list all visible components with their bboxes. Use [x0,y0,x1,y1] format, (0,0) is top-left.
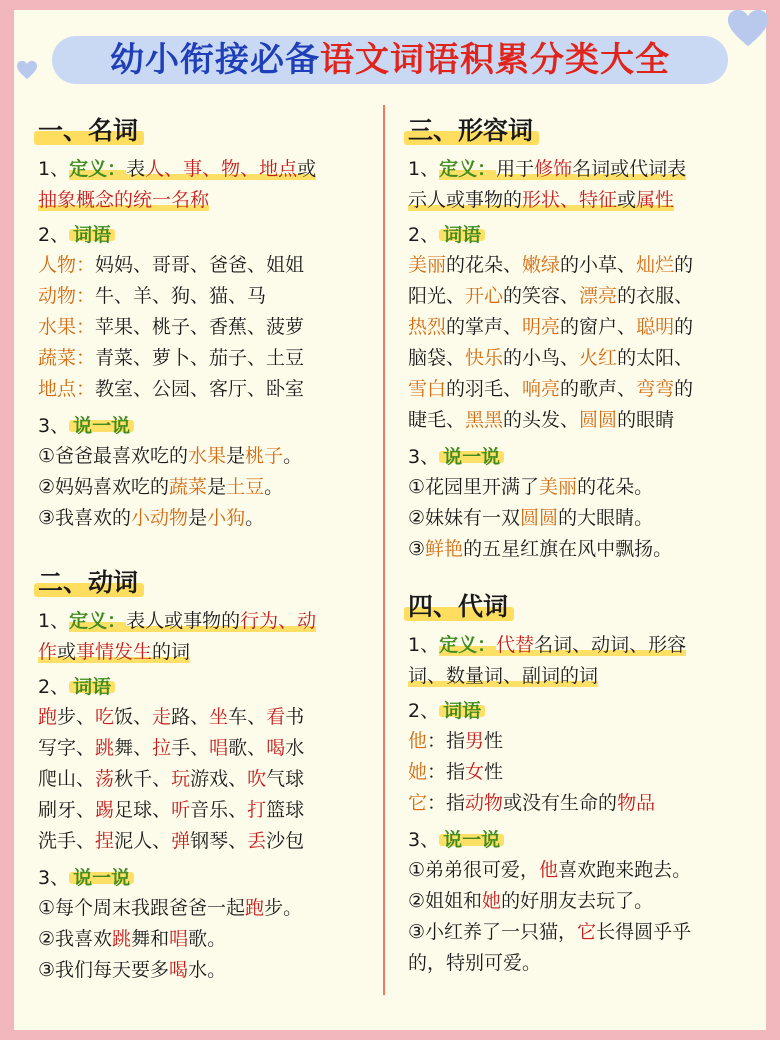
subheading-say: 3、 说一说 [408,825,504,855]
example-sentence: ③我们每天要多喝水。 [38,959,227,981]
page-title [0,36,780,84]
subheading-say: 3、 说一说 [38,863,134,893]
list-item: 水果：苹果、桃子、香蕉、菠萝 [38,316,305,338]
definition-line-2: 示人或事物的形状、特征或属性 [408,189,675,211]
list-item: 写字、跳舞、拉手、唱歌、喝水 [38,737,305,759]
list-item: 脑袋、快乐的小鸟、火红的太阳、 [408,347,694,369]
example-sentence: ③我喜欢的小动物是小狗。 [38,507,265,529]
definition-line-1: 1、定义：代替名词、动词、形容 [408,634,687,656]
example-sentence: 的，特别可爱。 [408,952,542,974]
list-item: 他：指男性 [408,730,504,752]
list-item: 阳光、开心的笑容、漂亮的衣服、 [408,285,694,307]
list-item: 她：指女性 [408,761,504,783]
definition-line-2: 抽象概念的统一名称 [38,189,210,211]
adjective-word-list [402,250,762,436]
list-item: 跑步、吃饭、走路、坐车、看书 [38,706,305,728]
section-verb [32,566,382,986]
section-heading: 二、动词 [38,566,138,600]
subheading-words: 2、 词语 [408,696,485,726]
definition-line-1: 1、定义：表人、事、物、地点或 [38,158,317,180]
verb-word-list [32,702,382,857]
section-pronoun [402,590,762,979]
subheading-say: 3、 说一说 [38,411,134,441]
right-column [402,114,762,994]
subheading-words: 2、 词语 [408,220,485,250]
list-item: 人物：妈妈、哥哥、爸爸、姐姐 [38,254,305,276]
left-column [32,114,382,994]
list-item: 刷牙、踢足球、听音乐、打篮球 [38,799,305,821]
subheading-say: 3、 说一说 [408,442,504,472]
list-item: 美丽的花朵、嫩绿的小草、灿烂的 [408,254,694,276]
subheading-words: 2、 词语 [38,672,115,702]
list-item: 爬山、荡秋千、玩游戏、吹气球 [38,768,305,790]
list-item: 蔬菜：青菜、萝卜、茄子、土豆 [38,347,305,369]
example-sentence: ②妹妹有一双圆圆的大眼睛。 [408,507,654,529]
example-sentence: ①弟弟很可爱，他喜欢跑来跑去。 [408,859,692,881]
section-heading: 一、名词 [38,114,138,148]
definition-line-2: 作或事情发生的词 [38,641,191,663]
title-part-2: 语文词语积累分类大全 [320,40,670,80]
list-item: 热烈的掌声、明亮的窗户、聪明的 [408,316,694,338]
section-adjective [402,114,762,565]
definition-line-1: 1、定义：用于修饰名词或代词表 [408,158,687,180]
definition-line-1: 1、定义：表人或事物的行为、动 [38,610,317,632]
list-item: 睫毛、黑黑的头发、圆圆的眼睛 [408,409,675,431]
example-sentence: ③鲜艳的五星红旗在风中飘扬。 [408,538,673,560]
noun-word-list [32,250,382,405]
section-heading: 三、形容词 [408,114,533,148]
section-noun [32,114,382,534]
example-sentence: ②姐姐和她的好朋友去玩了。 [408,890,654,912]
section-heading: 四、代词 [408,590,508,624]
title-part-1: 幼小衔接必备 [110,40,320,80]
list-item: 地点：教室、公园、客厅、卧室 [38,378,305,400]
list-item: 动物：牛、羊、狗、猫、马 [38,285,267,307]
column-divider [383,105,385,995]
list-item: 它：指动物或没有生命的物品 [408,792,656,814]
example-sentence: ①每个周末我跟爸爸一起跑步。 [38,897,303,919]
example-sentence: ②妈妈喜欢吃的蔬菜是土豆。 [38,476,284,498]
definition-line-2: 词、数量词、副词的词 [408,665,599,687]
list-item: 雪白的羽毛、响亮的歌声、弯弯的 [408,378,694,400]
example-sentence: ①花园里开满了美丽的花朵。 [408,476,654,498]
example-sentence: ②我喜欢跳舞和唱歌。 [38,928,227,950]
subheading-words: 2、 词语 [38,220,115,250]
example-sentence: ③小红养了一只猫，它长得圆乎乎 [408,921,692,943]
example-sentence: ①爸爸最喜欢吃的水果是桃子。 [38,445,303,467]
list-item: 洗手、捏泥人、弹钢琴、丢沙包 [38,830,305,852]
